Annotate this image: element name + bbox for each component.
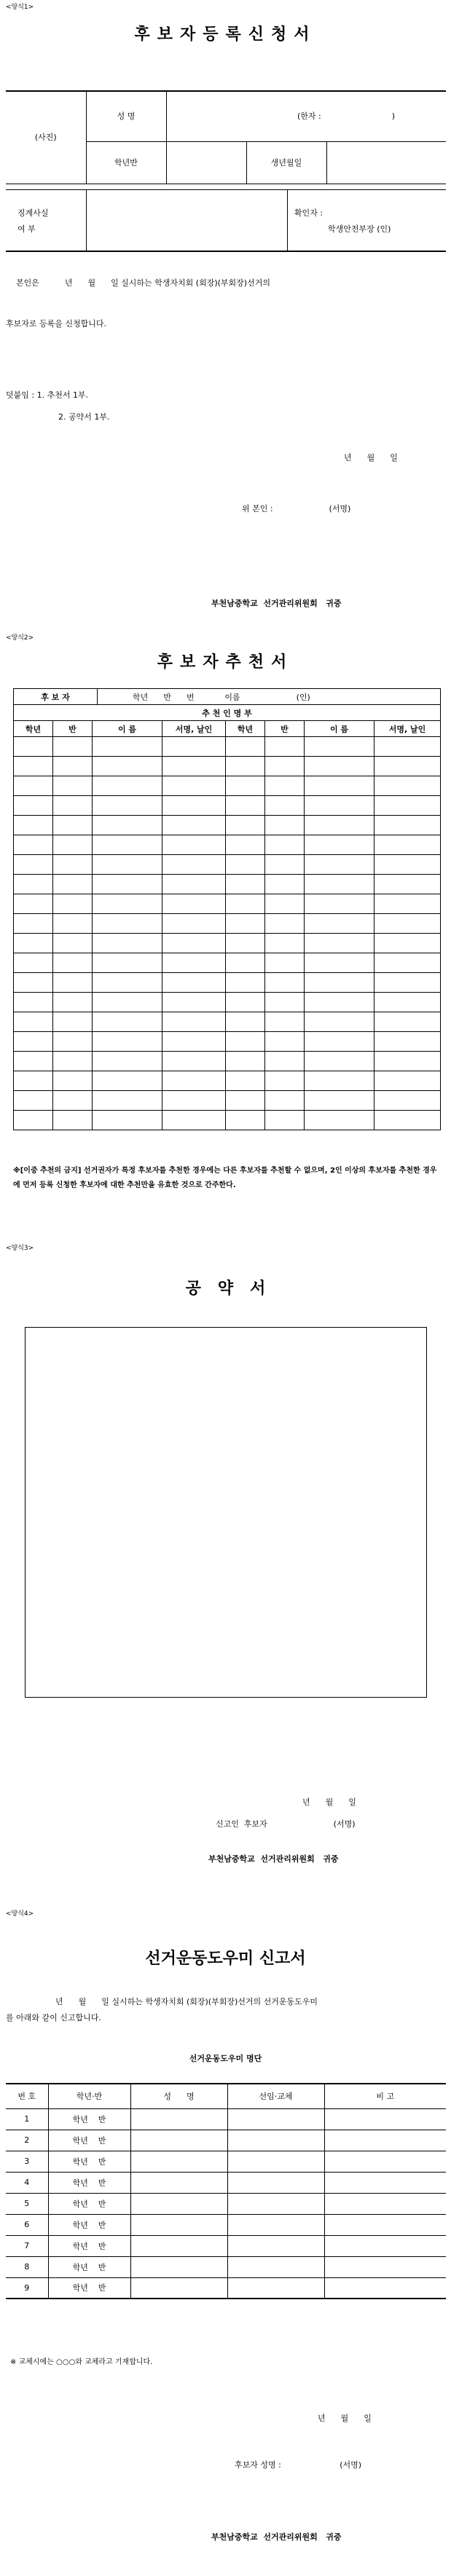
recommender-cell[interactable]: [93, 973, 162, 993]
recommender-cell[interactable]: [162, 1111, 226, 1130]
recommender-cell[interactable]: [226, 1012, 265, 1032]
recommender-cell[interactable]: [14, 973, 53, 993]
attach-2: 2. 공약서 1부.: [58, 412, 110, 422]
recommender-cell[interactable]: [226, 776, 265, 796]
recommender-cell[interactable]: [226, 796, 265, 816]
form4-title: 선거운동도우미 신고서: [145, 1950, 306, 1968]
recommender-cell[interactable]: [305, 757, 374, 776]
form4-footer: 부천남중학교 선거관리위원회 귀중: [211, 2532, 342, 2542]
name-field[interactable]: [166, 90, 446, 141]
recommender-cell[interactable]: [226, 757, 265, 776]
recommender-cell[interactable]: [14, 1052, 53, 1071]
helper-no: 4: [6, 2172, 48, 2193]
recommender-cell[interactable]: [305, 1071, 374, 1091]
col-sign-2: 서명, 날인: [374, 721, 441, 737]
recommender-cell[interactable]: [53, 875, 93, 894]
col-class-1: 반: [53, 721, 93, 737]
recommender-cell[interactable]: [305, 894, 374, 914]
col-grade-1: 학년: [14, 721, 53, 737]
helper-remark[interactable]: [324, 2214, 446, 2235]
recommender-row: [14, 835, 441, 855]
recommender-cell[interactable]: [162, 1012, 226, 1032]
recommender-cell[interactable]: [374, 796, 441, 816]
recommender-cell[interactable]: [93, 757, 162, 776]
recommender-cell[interactable]: [226, 1071, 265, 1091]
grade-label: 학년반: [86, 141, 166, 184]
form1-body-line2: 후보자로 등록을 신청합니다.: [6, 319, 107, 328]
recommender-cell[interactable]: [305, 875, 374, 894]
helper-no: 6: [6, 2214, 48, 2235]
recommender-cell[interactable]: [374, 914, 441, 934]
recommender-cell[interactable]: [374, 1052, 441, 1071]
recommender-cell[interactable]: [374, 953, 441, 973]
helper-row: [6, 2214, 446, 2235]
birth-field[interactable]: [326, 141, 446, 184]
recommender-cell[interactable]: [305, 914, 374, 934]
recommender-row: [14, 1052, 441, 1071]
recommender-cell[interactable]: [53, 1111, 93, 1130]
recommender-cell[interactable]: [93, 737, 162, 757]
recommender-cell[interactable]: [14, 914, 53, 934]
recommender-cell[interactable]: [374, 993, 441, 1012]
recommender-cell[interactable]: [374, 757, 441, 776]
recommender-table: [13, 720, 441, 1130]
recommender-row: [14, 796, 441, 816]
recommender-cell[interactable]: [265, 1091, 305, 1111]
recommender-cell[interactable]: [226, 914, 265, 934]
recommender-cell[interactable]: [374, 1032, 441, 1052]
recommender-cell[interactable]: [162, 855, 226, 875]
helper-grade[interactable]: 학년 반: [48, 2108, 130, 2130]
form4-tag: <양식4>: [6, 1910, 34, 1918]
helper-remark[interactable]: [324, 2193, 446, 2214]
recommender-cell[interactable]: [93, 875, 162, 894]
attach-1: 덧붙임 : 1. 추천서 1부.: [6, 390, 89, 400]
helper-remark[interactable]: [324, 2235, 446, 2256]
form4-signer: 후보자 성명 : (서명): [235, 2460, 362, 2470]
recommender-cell[interactable]: [226, 934, 265, 953]
helper-remark[interactable]: [324, 2151, 446, 2172]
recommender-cell[interactable]: [53, 953, 93, 973]
recommender-cell[interactable]: [265, 776, 305, 796]
recommender-cell[interactable]: [53, 934, 93, 953]
recommender-cell[interactable]: [265, 914, 305, 934]
helper-name[interactable]: [130, 2193, 227, 2214]
recommender-cell[interactable]: [53, 855, 93, 875]
recommender-cell[interactable]: [305, 776, 374, 796]
pledge-box[interactable]: [25, 1327, 427, 1698]
form1-applicant-table: [6, 90, 446, 184]
recommender-cell[interactable]: [265, 973, 305, 993]
helper-row: [6, 2130, 446, 2151]
recommender-cell[interactable]: [265, 1111, 305, 1130]
form1-footer: 부천남중학교 선거관리위원회 귀중: [211, 599, 342, 608]
helper-row: [6, 2108, 446, 2130]
helper-row: [6, 2277, 446, 2299]
helper-remark[interactable]: [324, 2130, 446, 2151]
helper-name[interactable]: [130, 2277, 227, 2299]
form1-bottom-rule: [6, 251, 446, 252]
recommender-cell[interactable]: [305, 835, 374, 855]
recommender-row: [14, 1091, 441, 1111]
helper-remark[interactable]: [324, 2277, 446, 2299]
col-name-2: 이 름: [305, 721, 374, 737]
recommender-cell[interactable]: [162, 796, 226, 816]
col-remark: 비 고: [324, 2084, 446, 2108]
recommender-cell[interactable]: [374, 855, 441, 875]
recommender-row: [14, 757, 441, 776]
form2-title: 후보자추천서: [157, 653, 294, 671]
recommender-cell[interactable]: [93, 816, 162, 835]
recommender-cell[interactable]: [305, 993, 374, 1012]
helper-no: 3: [6, 2151, 48, 2172]
recommender-cell[interactable]: [162, 1052, 226, 1071]
recommender-cell[interactable]: [226, 1032, 265, 1052]
recommender-row: [14, 1032, 441, 1052]
recommender-cell[interactable]: [93, 835, 162, 855]
helper-appoint[interactable]: [227, 2214, 324, 2235]
recommender-cell[interactable]: [162, 973, 226, 993]
recommender-cell[interactable]: [305, 1032, 374, 1052]
recommender-cell[interactable]: [14, 1032, 53, 1052]
recommender-cell[interactable]: [265, 835, 305, 855]
recommender-cell[interactable]: [265, 737, 305, 757]
recommender-row: [14, 776, 441, 796]
col-sign-1: 서명, 날인: [162, 721, 226, 737]
recommender-cell[interactable]: [226, 816, 265, 835]
recommender-cell[interactable]: [14, 776, 53, 796]
recommender-cell[interactable]: [93, 894, 162, 914]
recommender-cell[interactable]: [93, 953, 162, 973]
helper-name[interactable]: [130, 2235, 227, 2256]
recommender-cell[interactable]: [265, 934, 305, 953]
helper-appoint[interactable]: [227, 2277, 324, 2299]
recommender-cell[interactable]: [53, 1032, 93, 1052]
recommender-cell[interactable]: [14, 737, 53, 757]
helper-name[interactable]: [130, 2130, 227, 2151]
hanja-close: ): [391, 111, 396, 121]
recommender-row: [14, 953, 441, 973]
recommender-cell[interactable]: [226, 1091, 265, 1111]
recommender-cell[interactable]: [14, 934, 53, 953]
recommender-cell[interactable]: [14, 796, 53, 816]
form2-tag: <양식2>: [6, 634, 34, 642]
recommender-cell[interactable]: [226, 875, 265, 894]
recommender-cell[interactable]: [53, 737, 93, 757]
recommender-row: [14, 973, 441, 993]
recommender-cell[interactable]: [53, 1012, 93, 1032]
helper-name[interactable]: [130, 2108, 227, 2130]
recommender-cell[interactable]: [226, 993, 265, 1012]
recommender-cell[interactable]: [374, 816, 441, 835]
form2-note: ※[이중 추천의 금지] 선거권자가 특정 후보자를 추천한 경우에는 다른 후보자를 추천할 수 없으며, 2인 이상의 후보자를 추천한 경우에 먼저 등록 신청한 후보자에 대한 추천만을 유효한 것으로 간주한다.: [13, 1167, 437, 1189]
helper-row: [6, 2256, 446, 2277]
recommender-cell[interactable]: [374, 875, 441, 894]
recommender-cell[interactable]: [14, 875, 53, 894]
recommender-cell[interactable]: [93, 934, 162, 953]
helper-row: [6, 2235, 446, 2256]
form1-tag: <양식1>: [6, 4, 34, 11]
recommender-cell[interactable]: [53, 796, 93, 816]
recommender-cell[interactable]: [226, 1111, 265, 1130]
recommender-cell[interactable]: [265, 1032, 305, 1052]
recommender-cell[interactable]: [265, 757, 305, 776]
recommender-cell[interactable]: [305, 855, 374, 875]
recommender-cell[interactable]: [374, 737, 441, 757]
helper-appoint[interactable]: [227, 2151, 324, 2172]
helper-no: 9: [6, 2277, 48, 2299]
recommender-cell[interactable]: [265, 1052, 305, 1071]
recommender-cell[interactable]: [93, 1071, 162, 1091]
recommender-cell[interactable]: [93, 1012, 162, 1032]
recommender-row: [14, 1111, 441, 1130]
col-grade: 학년·반: [48, 2084, 130, 2108]
recommender-cell[interactable]: [53, 757, 93, 776]
form4-table-title: 선거운동도우미 명단: [189, 2054, 262, 2063]
recommender-cell[interactable]: [162, 894, 226, 914]
helper-appoint[interactable]: [227, 2172, 324, 2193]
recommender-cell[interactable]: [162, 993, 226, 1012]
recommender-cell[interactable]: [305, 1052, 374, 1071]
recommender-cell[interactable]: [265, 816, 305, 835]
form4-body-line2: 를 아래와 같이 신고합니다.: [6, 2013, 101, 2022]
helper-name[interactable]: [130, 2172, 227, 2193]
form3-signer: 신고인 후보자 (서명): [216, 1819, 356, 1829]
candidate-label: 후 보 자: [14, 689, 98, 705]
recommender-cell[interactable]: [14, 953, 53, 973]
recommender-cell[interactable]: [265, 1071, 305, 1091]
recommender-row: [14, 1012, 441, 1032]
recommender-cell[interactable]: [374, 894, 441, 914]
col-name: 성 명: [130, 2084, 227, 2108]
recommender-cell[interactable]: [53, 1052, 93, 1071]
helper-appoint[interactable]: [227, 2256, 324, 2277]
recommender-cell[interactable]: [162, 953, 226, 973]
discipline-label-1: 징계사실: [17, 208, 49, 218]
recommender-row: [14, 894, 441, 914]
recommender-cell[interactable]: [53, 973, 93, 993]
form2-candidate-table: [13, 688, 441, 721]
col-appoint: 선임·교체: [227, 2084, 324, 2108]
helper-no: 8: [6, 2256, 48, 2277]
form1-signer: 위 본인 : (서명): [242, 504, 351, 513]
helper-grade[interactable]: 학년 반: [48, 2172, 130, 2193]
col-no: 번 호: [6, 2084, 48, 2108]
recommender-cell[interactable]: [53, 894, 93, 914]
helper-grade[interactable]: 학년 반: [48, 2277, 130, 2299]
helper-row: [6, 2193, 446, 2214]
recommender-cell[interactable]: [305, 1012, 374, 1032]
helper-appoint[interactable]: [227, 2193, 324, 2214]
recommender-row: [14, 816, 441, 835]
recommender-cell[interactable]: [14, 1012, 53, 1032]
recommender-cell[interactable]: [374, 835, 441, 855]
helper-appoint[interactable]: [227, 2130, 324, 2151]
helper-grade[interactable]: 학년 반: [48, 2256, 130, 2277]
recommender-cell[interactable]: [305, 1111, 374, 1130]
helper-grade[interactable]: 학년 반: [48, 2130, 130, 2151]
name-label: 성 명: [86, 90, 166, 141]
helper-grade[interactable]: 학년 반: [48, 2151, 130, 2172]
recommender-cell[interactable]: [14, 816, 53, 835]
recommender-cell[interactable]: [305, 934, 374, 953]
recommender-cell[interactable]: [305, 953, 374, 973]
recommender-cell[interactable]: [162, 835, 226, 855]
recommender-row: [14, 855, 441, 875]
recommender-cell[interactable]: [226, 953, 265, 973]
form4-date: 년 월 일: [318, 2414, 372, 2423]
recommender-cell[interactable]: [226, 894, 265, 914]
recommender-cell[interactable]: [53, 816, 93, 835]
form1-date: 년 월 일: [344, 453, 398, 462]
helper-no: 2: [6, 2130, 48, 2151]
helper-row: [6, 2172, 446, 2193]
recommender-cell[interactable]: [14, 757, 53, 776]
recommender-cell[interactable]: [53, 1071, 93, 1091]
recommender-cell[interactable]: [265, 953, 305, 973]
recommender-cell[interactable]: [162, 1032, 226, 1052]
hanja-label: (한자 :: [297, 111, 321, 121]
helper-grade[interactable]: 학년 반: [48, 2235, 130, 2256]
recommender-cell[interactable]: [14, 1091, 53, 1111]
helper-name[interactable]: [130, 2214, 227, 2235]
recommender-cell[interactable]: [162, 816, 226, 835]
recommender-cell[interactable]: [93, 855, 162, 875]
recommender-cell[interactable]: [162, 1071, 226, 1091]
recommender-cell[interactable]: [162, 875, 226, 894]
recommender-cell[interactable]: [14, 835, 53, 855]
helper-name[interactable]: [130, 2256, 227, 2277]
recommender-cell[interactable]: [93, 776, 162, 796]
recommender-cell[interactable]: [374, 973, 441, 993]
form4-body-line1: 년 월 일 실시하는 학생자치회 (회장)(부회장)선거의 선거운동도우미: [55, 1997, 318, 2006]
confirm-value: 학생안전부장 (인): [328, 224, 391, 234]
form3-title: 공 약 서: [185, 1280, 266, 1298]
recommender-cell[interactable]: [226, 737, 265, 757]
recommender-row: [14, 1071, 441, 1091]
helper-remark[interactable]: [324, 2172, 446, 2193]
recommender-row: [14, 737, 441, 757]
recommender-cell[interactable]: [374, 1091, 441, 1111]
helper-appoint[interactable]: [227, 2235, 324, 2256]
photo-cell: (사진): [6, 90, 86, 184]
recommender-row: [14, 993, 441, 1012]
recommender-cell[interactable]: [162, 934, 226, 953]
recommender-row: [14, 934, 441, 953]
candidate-value[interactable]: 학년 반 번 이름 (인): [98, 689, 441, 705]
recommender-cell[interactable]: [53, 993, 93, 1012]
form4-note: ※ 교체시에는 ○○○와 교체라고 기재합니다.: [10, 2358, 153, 2366]
discipline-label-2: 여 부: [17, 224, 36, 234]
birth-label: 생년월일: [246, 141, 326, 184]
recommender-row: [14, 875, 441, 894]
recommender-cell[interactable]: [226, 973, 265, 993]
recommender-cell[interactable]: [14, 855, 53, 875]
recommender-cell[interactable]: [14, 894, 53, 914]
form1-title: 후보자등록신청서: [134, 25, 317, 44]
recommender-cell[interactable]: [93, 1111, 162, 1130]
recommender-cell[interactable]: [265, 1012, 305, 1032]
recommender-cell[interactable]: [226, 835, 265, 855]
recommender-list-header: 추 천 인 명 부: [14, 705, 441, 721]
recommender-cell[interactable]: [162, 737, 226, 757]
recommender-cell[interactable]: [374, 1111, 441, 1130]
recommender-cell[interactable]: [14, 1111, 53, 1130]
recommender-cell[interactable]: [226, 855, 265, 875]
recommender-cell[interactable]: [162, 914, 226, 934]
helper-no: 7: [6, 2235, 48, 2256]
recommender-cell[interactable]: [93, 1032, 162, 1052]
discipline-field[interactable]: [87, 190, 286, 250]
recommender-cell[interactable]: [305, 796, 374, 816]
recommender-cell[interactable]: [226, 1052, 265, 1071]
recommender-cell[interactable]: [305, 1091, 374, 1111]
form3-footer: 부천남중학교 선거관리위원회 귀중: [208, 1854, 339, 1864]
recommender-cell[interactable]: [162, 1091, 226, 1111]
form1-body-line1: 본인은 년 월 일 실시하는 학생자치회 (회장)(부회장)선거의: [16, 278, 270, 288]
recommender-cell[interactable]: [265, 993, 305, 1012]
recommender-cell[interactable]: [305, 737, 374, 757]
helper-remark[interactable]: [324, 2256, 446, 2277]
recommender-cell[interactable]: [93, 1052, 162, 1071]
recommender-cell[interactable]: [374, 1012, 441, 1032]
recommender-cell[interactable]: [53, 776, 93, 796]
helper-appoint[interactable]: [227, 2108, 324, 2130]
recommender-cell[interactable]: [93, 796, 162, 816]
helper-name[interactable]: [130, 2151, 227, 2172]
recommender-cell[interactable]: [53, 914, 93, 934]
recommender-cell[interactable]: [265, 875, 305, 894]
recommender-cell[interactable]: [265, 894, 305, 914]
grade-field[interactable]: [166, 141, 246, 184]
helper-grade[interactable]: 학년 반: [48, 2214, 130, 2235]
recommender-cell[interactable]: [305, 973, 374, 993]
helper-grade[interactable]: 학년 반: [48, 2193, 130, 2214]
form3-tag: <양식3>: [6, 1245, 34, 1252]
helper-no: 1: [6, 2108, 48, 2130]
recommender-cell[interactable]: [162, 776, 226, 796]
helper-row: [6, 2151, 446, 2172]
recommender-cell[interactable]: [93, 914, 162, 934]
helper-remark[interactable]: [324, 2108, 446, 2130]
col-grade-2: 학년: [226, 721, 265, 737]
confirm-label: 확인자 :: [294, 208, 323, 218]
recommender-cell[interactable]: [14, 1071, 53, 1091]
recommender-row: [14, 914, 441, 934]
helper-no: 5: [6, 2193, 48, 2214]
recommender-cell[interactable]: [53, 1091, 93, 1111]
recommender-cell[interactable]: [374, 776, 441, 796]
col-name-1: 이 름: [93, 721, 162, 737]
col-class-2: 반: [265, 721, 305, 737]
recommender-cell[interactable]: [374, 934, 441, 953]
form3-date: 년 월 일: [302, 1797, 356, 1807]
recommender-cell[interactable]: [93, 993, 162, 1012]
recommender-cell[interactable]: [162, 757, 226, 776]
recommender-cell[interactable]: [93, 1091, 162, 1111]
helper-table: [6, 2083, 446, 2299]
recommender-cell[interactable]: [14, 993, 53, 1012]
recommender-cell[interactable]: [265, 855, 305, 875]
recommender-cell[interactable]: [305, 816, 374, 835]
recommender-cell[interactable]: [374, 1071, 441, 1091]
recommender-cell[interactable]: [265, 796, 305, 816]
recommender-cell[interactable]: [53, 835, 93, 855]
